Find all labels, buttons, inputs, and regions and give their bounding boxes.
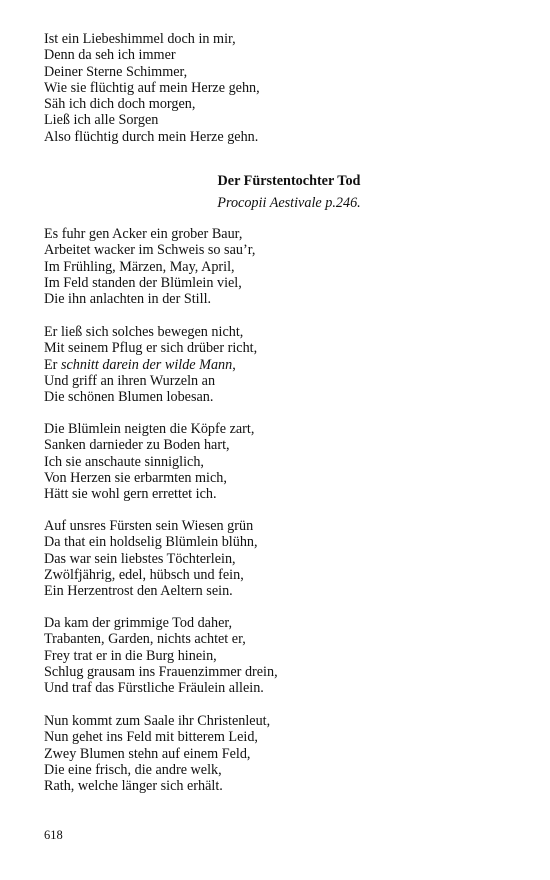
- verse-line: Das war sein liebstes Töchterlein,: [44, 550, 236, 567]
- verse-line-italic: schnitt darein der wilde Mann: [60, 356, 233, 373]
- verse-line: Die eine frisch, die andre welk,: [44, 761, 222, 778]
- verse-line: Im Frühling, Märzen, May, April,: [44, 258, 235, 275]
- stanza-1: [44, 226, 255, 307]
- stanza-4: [44, 518, 258, 599]
- verse-line: Frey trat er in die Burg hinein,: [44, 647, 217, 664]
- verse-line: Rath, welche länger sich erhält.: [44, 778, 223, 795]
- verse-line: Hätt sie wohl gern errettet ich.: [44, 486, 217, 503]
- verse-line-mixed: [44, 357, 257, 373]
- stanza-6: [44, 713, 270, 794]
- verse-line: Auf unsres Fürsten sein Wiesen grün: [44, 518, 254, 534]
- verse-line: Nun kommt zum Saale ihr Christenleut,: [44, 713, 271, 729]
- verse-line: Er ließ sich solches bewegen nicht,: [44, 324, 244, 340]
- verse-line: Es fuhr gen Acker ein grober Baur,: [44, 226, 243, 242]
- verse-line: Deiner Sterne Schimmer,: [44, 63, 188, 80]
- verse-line: Ließ ich alle Sorgen: [44, 112, 159, 129]
- verse-line: Zwölfjährig, edel, hübsch und fein,: [44, 566, 244, 583]
- verse-line: Und griff an ihren Wurzeln an: [44, 372, 216, 389]
- verse-line: Und traf das Fürstliche Fräulein allein.: [44, 680, 264, 697]
- stanza-2: [44, 324, 257, 405]
- stanza-3: [44, 421, 254, 502]
- verse-line-prefix: Er: [44, 356, 61, 373]
- verse-line: Die ihn anlachten in der Still.: [44, 291, 212, 308]
- poem-source: Procopii Aestivale p.246.: [217, 195, 361, 211]
- verse-line: Die Blümlein neigten die Köpfe zart,: [44, 421, 255, 437]
- verse-line: Ist ein Liebeshimmel doch in mir,: [44, 31, 236, 47]
- verse-line: Im Feld standen der Blümlein viel,: [44, 274, 242, 291]
- verse-line: Die schönen Blumen lobesan.: [44, 389, 214, 406]
- verse-line: Da kam der grimmige Tod daher,: [44, 615, 233, 631]
- verse-line: Trabanten, Garden, nichts achtet er,: [44, 631, 246, 648]
- intro-stanza: [44, 31, 260, 145]
- verse-line: Nun gehet ins Feld mit bitterem Leid,: [44, 729, 258, 746]
- verse-line: Sanken darnieder zu Boden hart,: [44, 437, 230, 454]
- verse-line: Schlug grausam ins Frauenzimmer drein,: [44, 663, 278, 680]
- verse-line: Zwey Blumen stehn auf einem Feld,: [44, 745, 251, 762]
- verse-line: Also flüchtig durch mein Herze gehn.: [44, 128, 259, 145]
- verse-line: Wie sie flüchtig auf mein Herze gehn,: [44, 79, 260, 96]
- verse-line: Da that ein holdselig Blümlein blühn,: [44, 534, 258, 551]
- verse-line: Ich sie anschaute sinniglich,: [44, 453, 204, 470]
- stanza-5: [44, 615, 278, 696]
- verse-line: Ein Herzentrost den Aeltern sein.: [44, 583, 233, 600]
- verse-line: Von Herzen sie erbarmten mich,: [44, 469, 227, 486]
- verse-line: Arbeitet wacker im Schweis so sau’r,: [44, 242, 256, 259]
- verse-line: Säh ich dich doch morgen,: [44, 96, 196, 113]
- verse-line: Mit seinem Pflug er sich drüber richt,: [44, 340, 258, 357]
- verse-line-suffix: ,: [232, 356, 236, 373]
- poem-title: Der Fürstentochter Tod: [217, 173, 361, 189]
- page-number: 618: [44, 828, 63, 842]
- verse-line: Denn da seh ich immer: [44, 47, 176, 64]
